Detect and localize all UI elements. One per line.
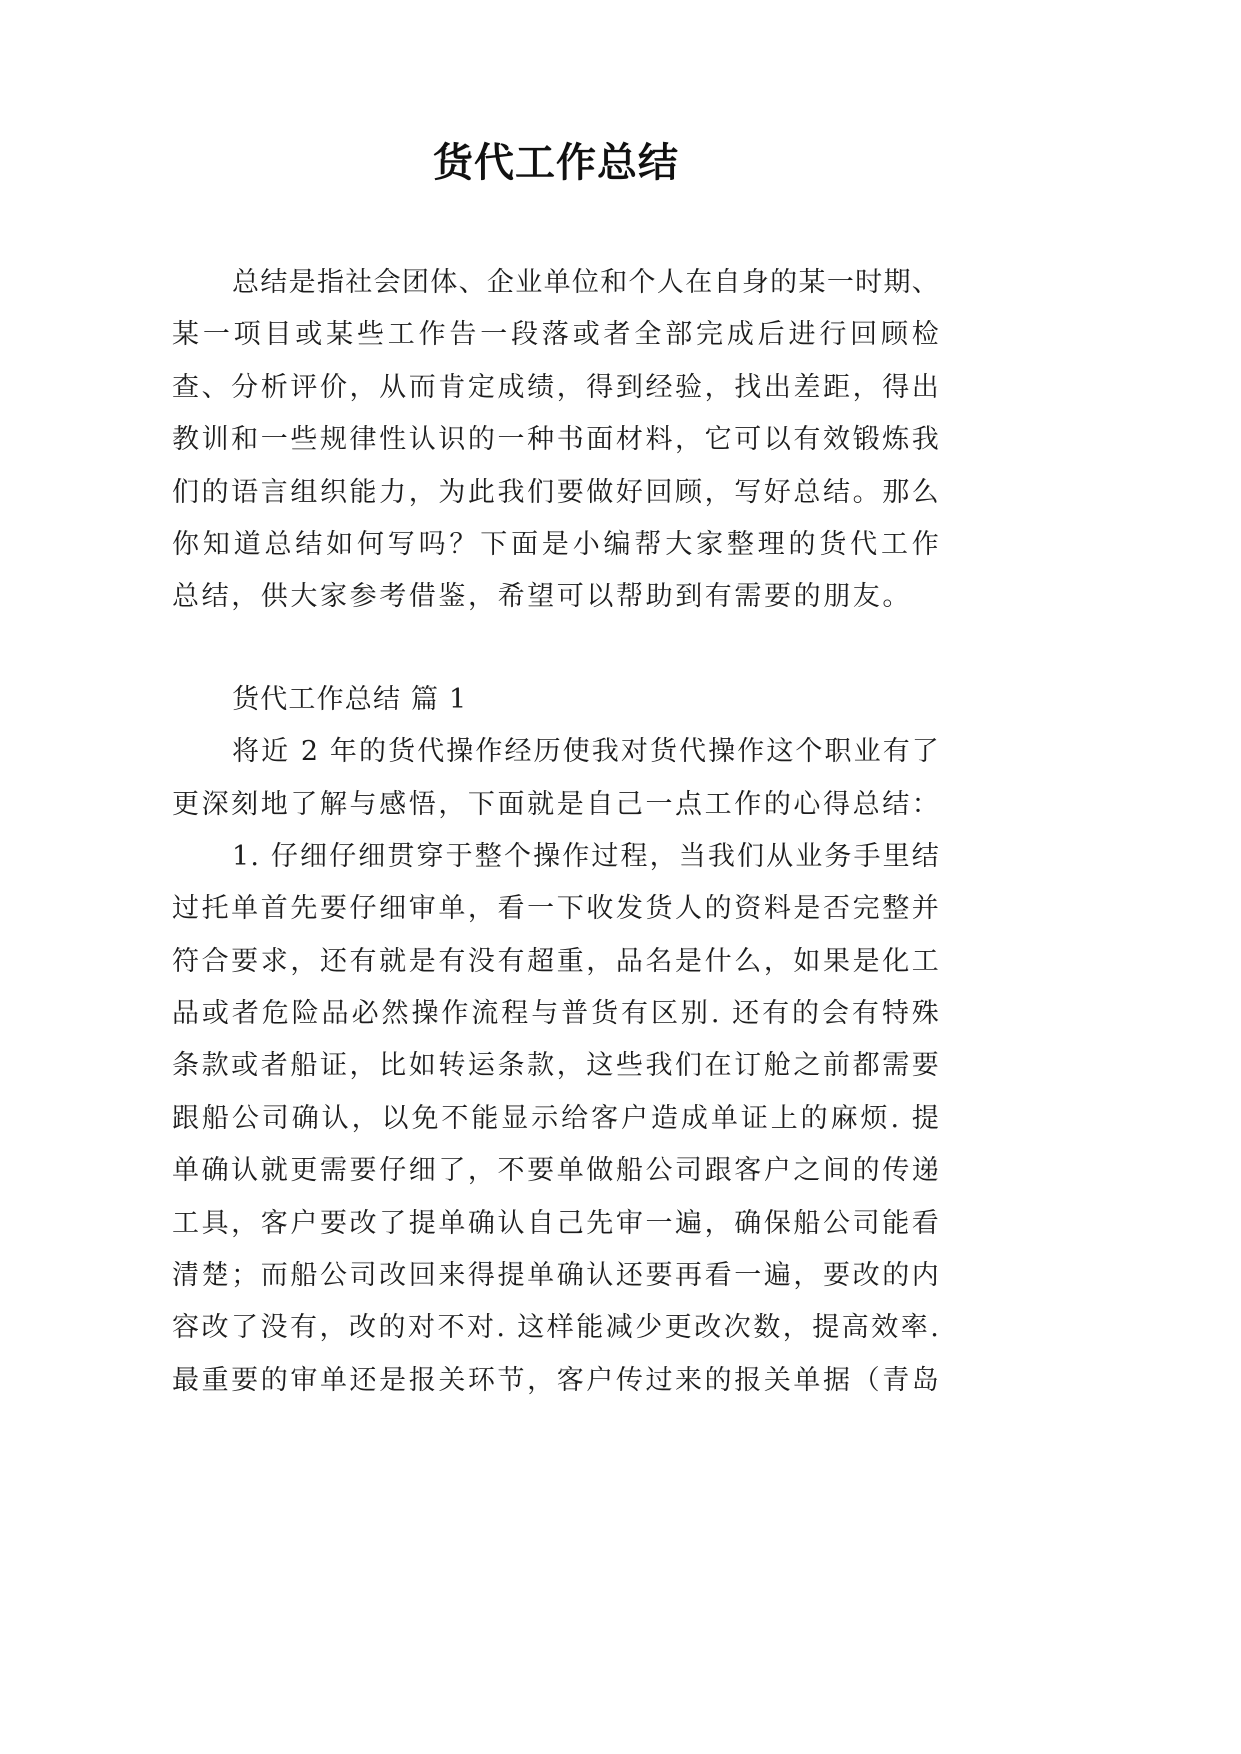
intro-line: 总结是指社会团体、企业单位和个人在自身的某一时期、 bbox=[232, 267, 940, 298]
section-heading: 货代工作总结 篇 1 bbox=[232, 683, 468, 715]
section-line: 工具，客户要改了提单确认自己先审一遍，确保船公司能看 bbox=[172, 1207, 940, 1239]
intro-line: 教训和一些规律性认识的一种书面材料，它可以有效锻炼我 bbox=[172, 424, 940, 456]
section-line: 过托单首先要仔细审单，看一下收发货人的资料是否完整并 bbox=[172, 893, 940, 925]
section-paragraph bbox=[172, 726, 940, 831]
section-line: 单确认就更需要仔细了，不要单做船公司跟客户之间的传递 bbox=[172, 1155, 940, 1187]
intro-line: 们的语言组织能力，为此我们要做好回顾，写好总结。那么 bbox=[172, 476, 940, 508]
section-line: 将近 2 年的货代操作经历使我对货代操作这个职业有了 bbox=[232, 736, 940, 768]
section-line: 更深刻地了解与感悟，下面就是自己一点工作的心得总结： bbox=[172, 788, 940, 820]
section-line: 最重要的审单还是报关环节，客户传过来的报关单据（青岛 bbox=[172, 1364, 940, 1396]
section-line: 容改了没有，改的对不对. 这样能减少更改次数，提高效率. bbox=[172, 1312, 940, 1344]
intro-line: 某一项目或某些工作告一段落或者全部完成后进行回顾检 bbox=[172, 319, 940, 351]
document-body bbox=[172, 257, 940, 1407]
intro-paragraph bbox=[172, 257, 940, 624]
section-line: 符合要求，还有就是有没有超重，品名是什么，如果是化工 bbox=[172, 945, 940, 977]
section-line: 品或者危险品必然操作流程与普货有区别. 还有的会有特殊 bbox=[172, 998, 940, 1030]
intro-line: 查、分析评价，从而肯定成绩，得到经验，找出差距，得出 bbox=[172, 371, 940, 403]
section-paragraph bbox=[172, 831, 940, 1407]
section-line: 跟船公司确认，以免不能显示给客户造成单证上的麻烦. 提 bbox=[172, 1102, 940, 1134]
document-title: 货代工作总结 bbox=[433, 140, 679, 186]
intro-line: 你知道总结如何写吗？下面是小编帮大家整理的货代工作 bbox=[172, 528, 940, 560]
section-1 bbox=[172, 674, 940, 1407]
section-line: 1. 仔细仔细贯穿于整个操作过程，当我们从业务手里结 bbox=[232, 840, 940, 872]
section-line: 清楚；而船公司改回来得提单确认还要再看一遍，要改的内 bbox=[172, 1260, 940, 1292]
section-line: 条款或者船证，比如转运条款，这些我们在订舱之前都需要 bbox=[172, 1050, 940, 1082]
intro-line: 总结，供大家参考借鉴，希望可以帮助到有需要的朋友。 bbox=[172, 581, 912, 613]
